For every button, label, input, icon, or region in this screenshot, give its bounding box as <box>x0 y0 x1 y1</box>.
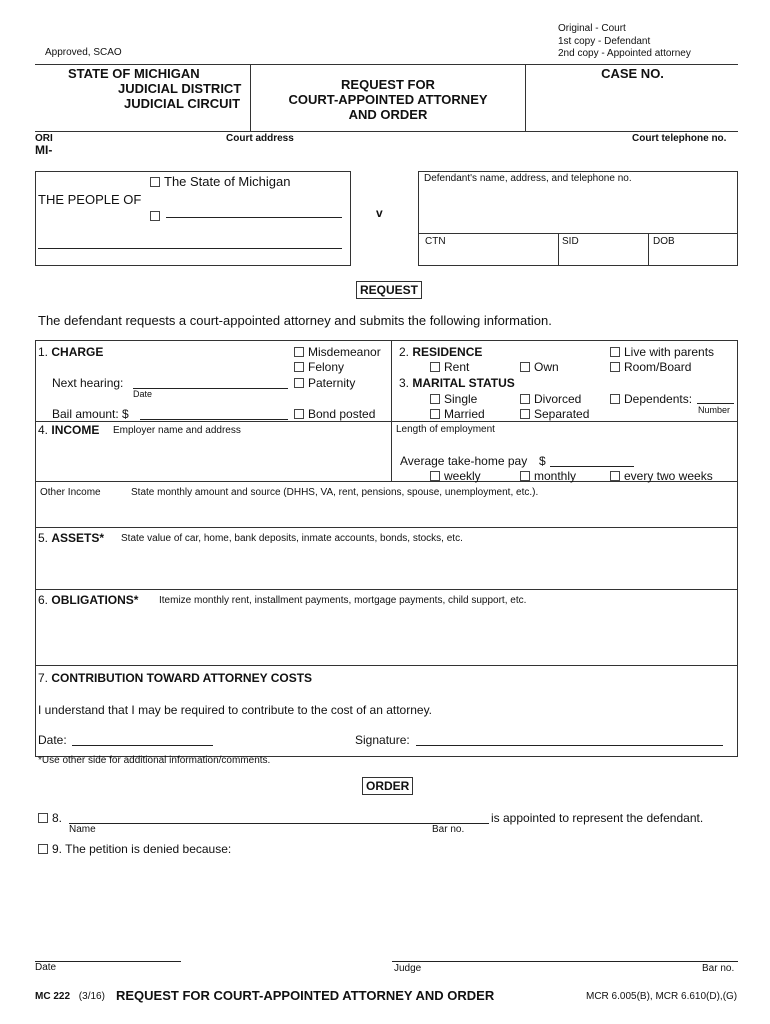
bond-posted-label: Bond posted <box>308 407 376 421</box>
every-two-weeks-label: every two weeks <box>624 469 713 483</box>
bail-amount-field[interactable] <box>140 419 288 420</box>
form-title <box>252 77 524 122</box>
charge-paternity[interactable] <box>294 376 355 390</box>
attorney-name-caption: Name <box>69 824 96 835</box>
judge-caption: Judge <box>394 963 422 974</box>
married-checkbox[interactable] <box>430 409 440 419</box>
residence-title: RESIDENCE <box>412 345 483 359</box>
misdemeanor-checkbox[interactable] <box>294 347 304 357</box>
misdemeanor-label: Misdemeanor <box>308 345 381 359</box>
monthly-label: monthly <box>534 469 577 483</box>
state-option-label: The State of Michigan <box>164 174 291 189</box>
info-col-divider <box>391 340 392 481</box>
order-date-caption: Date <box>35 962 57 973</box>
other-entity-option[interactable] <box>150 207 164 225</box>
rent-checkbox[interactable] <box>430 362 440 372</box>
room-board-checkbox[interactable] <box>610 362 620 372</box>
copy-distribution <box>558 23 691 61</box>
header-divider-2 <box>525 64 526 131</box>
footnote: *Use other side for additional information/comments. <box>38 755 271 766</box>
judicial-district: JUDICIAL DISTRICT <box>118 81 242 96</box>
approved-scao: Approved, SCAO <box>45 47 122 58</box>
period-weekly[interactable] <box>430 469 481 483</box>
charge-misdemeanor[interactable] <box>294 345 381 359</box>
room-board-label: Room/Board <box>624 360 692 374</box>
divorced-label: Divorced <box>534 392 582 406</box>
ctn-sid-divider <box>558 233 559 266</box>
form-revision: (3/16) <box>78 991 105 1002</box>
contribution-date-field[interactable] <box>72 745 213 746</box>
dependents[interactable] <box>610 392 692 406</box>
copy-second: 2nd copy - Appointed attorney <box>558 48 691 59</box>
marital-title: MARITAL STATUS <box>412 376 515 390</box>
state-of-michigan-checkbox[interactable] <box>150 177 160 187</box>
order-item-8[interactable] <box>38 811 62 825</box>
signature-field[interactable] <box>416 745 723 746</box>
weekly-label: weekly <box>444 469 481 483</box>
length-of-employment-label: Length of employment <box>396 424 495 435</box>
request-intro: The defendant requests a court-appointed attorney and submits the following information. <box>38 313 552 328</box>
residence-heading <box>399 345 482 359</box>
item-9-checkbox[interactable] <box>38 844 48 854</box>
mi-label: MI- <box>35 143 53 157</box>
every-two-weeks-checkbox[interactable] <box>610 471 620 481</box>
item-8-checkbox[interactable] <box>38 813 48 823</box>
obligations-number: 6. <box>38 593 49 607</box>
single-checkbox[interactable] <box>430 394 440 404</box>
obligations-title: OBLIGATIONS* <box>51 593 139 607</box>
charge-heading <box>38 345 103 359</box>
header-divider-1 <box>250 64 251 131</box>
other-entity-checkbox[interactable] <box>150 211 160 221</box>
single-label: Single <box>444 392 478 406</box>
divorced-checkbox[interactable] <box>520 394 530 404</box>
appointed-attorney-field[interactable] <box>69 823 489 824</box>
appointed-text: is appointed to represent the defendant. <box>491 811 704 825</box>
dependents-number-caption: Number <box>698 405 731 415</box>
form-title-line-3: AND ORDER <box>348 107 428 122</box>
bail-amount-label: Bail amount: $ <box>52 407 129 421</box>
copy-first: 1st copy - Defendant <box>558 35 651 47</box>
residence-number: 2. <box>399 345 410 359</box>
people-of-line[interactable] <box>38 248 342 249</box>
obligations-rule <box>35 589 738 590</box>
residence-parents[interactable] <box>610 345 714 359</box>
charge-title: CHARGE <box>51 345 104 359</box>
income-title: INCOME <box>51 423 100 437</box>
charge-felony[interactable] <box>294 360 344 374</box>
next-hearing-date-caption: Date <box>133 389 153 399</box>
judge-line[interactable] <box>392 961 738 962</box>
paternity-checkbox[interactable] <box>294 378 304 388</box>
dependents-number-field[interactable] <box>697 403 734 404</box>
request-heading: REQUEST <box>356 281 422 299</box>
income-heading <box>38 423 99 437</box>
other-income-desc: State monthly amount and source (DHHS, VA, rent, pensions, spouse, unemployment, etc.). <box>131 487 539 498</box>
dependents-label: Dependents: <box>624 392 693 406</box>
next-hearing-field[interactable] <box>133 388 288 389</box>
monthly-checkbox[interactable] <box>520 471 530 481</box>
judge-bar-caption: Bar no. <box>702 963 735 974</box>
sid-label: SID <box>562 236 579 247</box>
other-income-label: Other Income <box>40 487 101 498</box>
assets-desc: State value of car, home, bank deposits, inmate accounts, bonds, stocks, etc. <box>121 533 463 544</box>
court-address-label: Court address <box>226 133 294 144</box>
dependents-checkbox[interactable] <box>610 394 620 404</box>
header-bottom-rule <box>35 131 738 132</box>
defendant-id-rule <box>418 233 738 234</box>
court-phone-label: Court telephone no. <box>632 133 727 144</box>
marital-length-rule <box>391 421 738 422</box>
assets-rule <box>35 527 738 528</box>
assets-number: 5. <box>38 531 49 545</box>
felony-label: Felony <box>308 360 345 374</box>
own-label: Own <box>534 360 559 374</box>
form-title-line-2: COURT-APPOINTED ATTORNEY <box>288 92 488 107</box>
signature-label: Signature: <box>355 733 410 747</box>
sid-dob-divider <box>648 233 649 266</box>
marital-divorced[interactable] <box>520 392 581 406</box>
charge-number: 1. <box>38 345 49 359</box>
period-monthly[interactable] <box>520 469 576 483</box>
residence-rent[interactable] <box>430 360 469 374</box>
other-entity-line[interactable] <box>166 217 342 218</box>
married-label: Married <box>444 407 485 421</box>
marital-single[interactable] <box>430 392 477 406</box>
dob-label: DOB <box>653 236 675 247</box>
court-rules: MCR 6.005(B), MCR 6.610(D),(G) <box>586 991 738 1002</box>
live-with-parents-checkbox[interactable] <box>610 347 620 357</box>
versus-label: v <box>376 206 383 220</box>
marital-married[interactable] <box>430 407 485 421</box>
contribution-rule <box>35 665 738 666</box>
assets-heading <box>38 531 104 545</box>
footer-title: REQUEST FOR COURT-APPOINTED ATTORNEY AND ORDER <box>116 988 495 1003</box>
defendant-label: Defendant's name, address, and telephone no. <box>424 173 632 184</box>
period-every-two-weeks[interactable] <box>610 469 713 483</box>
employer-label: Employer name and address <box>113 425 241 436</box>
income-number: 4. <box>38 423 49 437</box>
take-home-label: Average take-home pay <box>400 454 528 468</box>
order-heading: ORDER <box>362 777 413 795</box>
form-number <box>35 991 105 1002</box>
marital-heading <box>399 376 515 390</box>
case-no-label: CASE NO. <box>601 66 664 81</box>
separated-checkbox[interactable] <box>520 409 530 419</box>
paternity-label: Paternity <box>308 376 356 390</box>
item-8-number: 8. <box>52 811 63 825</box>
live-with-parents-label: Live with parents <box>624 345 715 359</box>
judicial-circuit: JUDICIAL CIRCUIT <box>124 96 241 111</box>
item-9-label: 9. The petition is denied because: <box>52 842 232 856</box>
own-checkbox[interactable] <box>520 362 530 372</box>
obligations-heading <box>38 593 138 607</box>
weekly-checkbox[interactable] <box>430 471 440 481</box>
contribution-title: CONTRIBUTION TOWARD ATTORNEY COSTS <box>51 671 313 685</box>
separated-label: Separated <box>534 407 590 421</box>
rent-label: Rent <box>444 360 470 374</box>
state-of-michigan: STATE OF MICHIGAN <box>68 66 200 81</box>
obligations-desc: Itemize monthly rent, installment payments, mortgage payments, child support, etc. <box>159 595 527 606</box>
form-number-code: MC 222 <box>35 991 71 1002</box>
defendant-box[interactable] <box>418 171 738 266</box>
bond-posted-checkbox[interactable] <box>294 409 304 419</box>
charge-bond-posted[interactable] <box>294 407 375 421</box>
copy-original: Original - Court <box>558 23 626 34</box>
felony-checkbox[interactable] <box>294 362 304 372</box>
take-home-field[interactable] <box>550 466 634 467</box>
marital-separated[interactable] <box>520 407 589 421</box>
header-top-rule <box>35 64 738 65</box>
charge-income-rule <box>35 421 391 422</box>
contribution-date-label: Date: <box>38 733 67 747</box>
contribution-number: 7. <box>38 671 49 685</box>
take-home-dollar: $ <box>539 454 546 468</box>
ctn-label: CTN <box>425 236 446 247</box>
contribution-statement: I understand that I may be required to contribute to the cost of an attorney. <box>38 703 433 717</box>
state-option[interactable] <box>150 174 290 189</box>
ori-label: ORI <box>35 133 53 144</box>
residence-own[interactable] <box>520 360 559 374</box>
assets-title: ASSETS* <box>51 531 105 545</box>
people-of-label: THE PEOPLE OF <box>38 192 142 207</box>
next-hearing-label: Next hearing: <box>52 376 124 390</box>
marital-number: 3. <box>399 376 410 390</box>
attorney-bar-caption: Bar no. <box>432 824 465 835</box>
order-item-9[interactable] <box>38 842 231 856</box>
form-title-line-1: REQUEST FOR <box>341 77 435 92</box>
contribution-heading <box>38 671 312 685</box>
order-date-line[interactable] <box>35 961 181 962</box>
residence-room-board[interactable] <box>610 360 691 374</box>
